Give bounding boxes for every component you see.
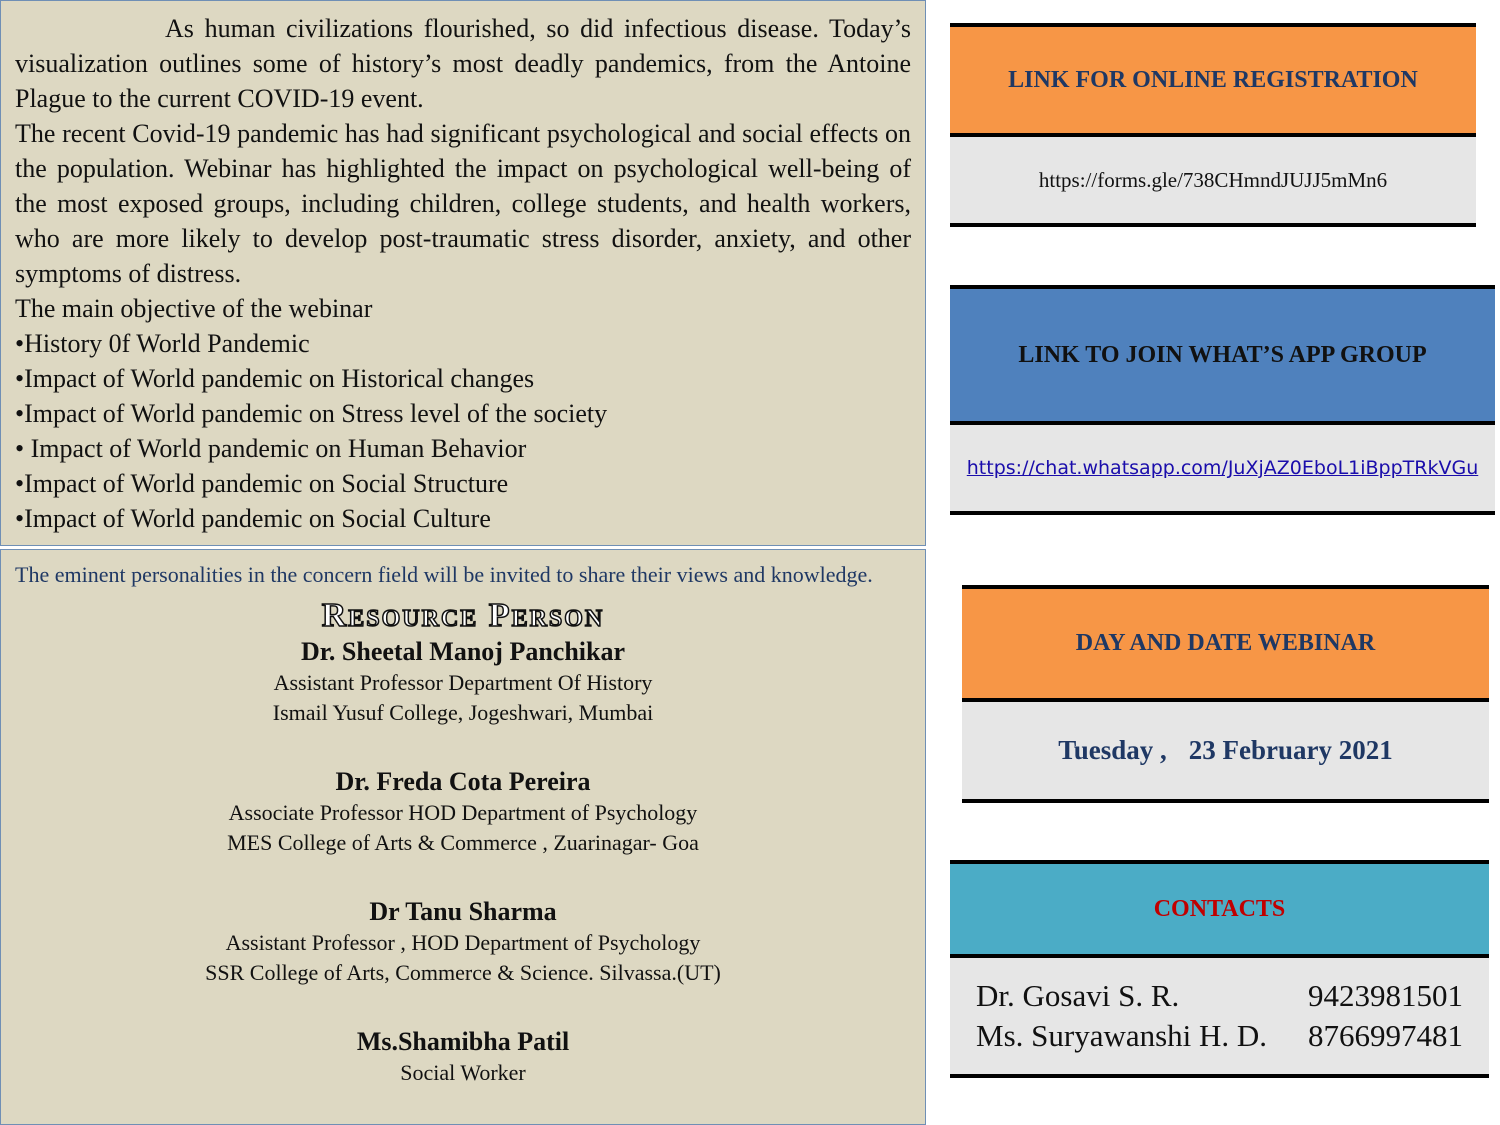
intro-paragraph-1: As human civilizations flourished, so did infectious disease. Today’s visualization outlines some of history’s most deadly pandemics, from the Antoine Plague to the current COVID-19 event. (15, 14, 911, 113)
contact-phone: 8766997481 (1308, 1018, 1463, 1053)
webinar-date-heading: DAY AND DATE WEBINAR (962, 585, 1489, 702)
resource-person-designation: Assistant Professor , HOD Department of Psychology (225, 930, 701, 955)
webinar-date-body (962, 702, 1489, 803)
resource-person-name: Dr. Sheetal Manoj Panchikar (300, 637, 626, 666)
spacer (15, 988, 911, 1026)
objective-item: •History 0f World Pandemic (15, 329, 310, 358)
resource-panel (0, 549, 926, 1125)
resource-person-name: Dr. Freda Cota Pereira (335, 767, 591, 796)
resource-person-title: Resource Person (321, 597, 605, 634)
webinar-date: 23 February 2021 (1188, 735, 1393, 765)
whatsapp-body (950, 425, 1495, 515)
objective-item: •Impact of World pandemic on Social Culture (15, 504, 491, 533)
resource-person-name: Dr Tanu Sharma (369, 897, 557, 926)
contact-phone: 9423981501 (1308, 978, 1463, 1013)
webinar-day: Tuesday , (1058, 735, 1167, 765)
resource-person-institution: SSR College of Arts, Commerce & Science. Silvassa.(UT) (205, 960, 721, 985)
contact-name: Dr. Gosavi S. R. (976, 978, 1180, 1013)
whatsapp-link[interactable]: https://chat.whatsapp.com/JuXjAZ0EboL1iBppTRkVGu (966, 457, 1479, 479)
intro-panel (0, 0, 926, 546)
objective-item: •Impact of World pandemic on Historical changes (15, 364, 535, 393)
contacts-heading: CONTACTS (950, 860, 1489, 958)
registration-heading: LINK FOR ONLINE REGISTRATION (950, 23, 1476, 137)
spacer (15, 728, 911, 766)
webinar-date-box (962, 585, 1489, 803)
resource-person-name: Ms.Shamibha Patil (356, 1027, 570, 1056)
resource-person-institution: MES College of Arts & Commerce , Zuarinagar- Goa (227, 830, 699, 855)
resource-person-designation: Associate Professor HOD Department of Psychology (228, 800, 698, 825)
objective-heading: The main objective of the webinar (15, 294, 373, 323)
invite-text: The eminent personalities in the concern field will be invited to share their views and knowledge. (15, 562, 873, 587)
contact-name: Ms. Suryawanshi H. D. (976, 1018, 1268, 1053)
whatsapp-box (950, 285, 1495, 515)
resource-person-designation: Social Worker (400, 1060, 526, 1085)
resource-person-designation: Assistant Professor Department Of History (273, 670, 653, 695)
contacts-body (950, 958, 1489, 1078)
registration-box (950, 23, 1476, 227)
contact-row (976, 1016, 1463, 1056)
registration-link[interactable]: https://forms.gle/738CHmndJUJJ5mMn6 (1038, 167, 1388, 192)
intro-paragraph-2: The recent Covid-19 pandemic has had significant psychological and social effects on the population. Webinar has highlighted the impact on psychological well-being of the most exposed groups, including children, college students, and health workers, who are more likely to develop post-traumatic stress disorder, anxiety, and other symptoms of distress. (15, 119, 911, 288)
resource-person-institution: Ismail Yusuf College, Jogeshwari, Mumbai (272, 700, 654, 725)
registration-body (950, 137, 1476, 227)
contacts-box (950, 860, 1489, 1078)
objective-item: •Impact of World pandemic on Social Structure (15, 469, 509, 498)
objective-item: •Impact of World pandemic on Stress level of the society (15, 399, 608, 428)
whatsapp-heading: LINK TO JOIN WHAT’S APP GROUP (950, 285, 1495, 425)
objective-item: • Impact of World pandemic on Human Behavior (15, 434, 527, 463)
contact-row (976, 976, 1463, 1016)
spacer (15, 858, 911, 896)
